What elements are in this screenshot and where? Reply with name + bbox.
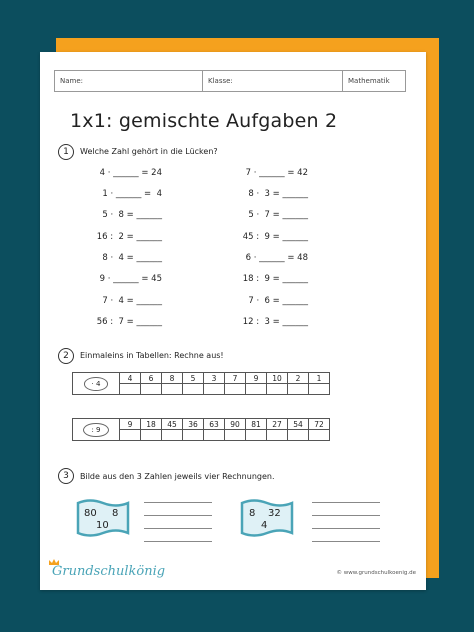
answer-cell[interactable] xyxy=(267,384,288,395)
task-number-1: 1 xyxy=(58,144,74,160)
table-cell: 8 xyxy=(162,373,183,384)
equation-left: 8 · 4 = ______ xyxy=(102,253,162,263)
table-cell: 10 xyxy=(267,373,288,384)
answer-cell[interactable] xyxy=(309,430,330,441)
answer-line[interactable] xyxy=(312,515,380,516)
name-label: Name: xyxy=(60,77,84,85)
answer-cell[interactable] xyxy=(267,430,288,441)
equation-right: 18 : 9 = ______ xyxy=(242,274,308,284)
table-cell: 2 xyxy=(288,373,309,384)
answer-line[interactable] xyxy=(144,541,212,542)
table-cell: 45 xyxy=(162,419,183,430)
brand-logo: Grundschulkönig xyxy=(52,564,166,579)
answer-cell[interactable] xyxy=(225,430,246,441)
answer-cell[interactable] xyxy=(288,430,309,441)
operator-cell xyxy=(73,419,120,441)
answer-cell[interactable] xyxy=(204,384,225,395)
answer-line[interactable] xyxy=(144,502,212,503)
table-cell: 18 xyxy=(141,419,162,430)
copyright-url: © www.grundschulkoenig.de xyxy=(336,570,416,576)
answer-cell[interactable] xyxy=(204,430,225,441)
answer-cell[interactable] xyxy=(246,430,267,441)
table-cell: 9 xyxy=(246,373,267,384)
number-flag-1 xyxy=(74,497,132,539)
subject-label: Mathematik xyxy=(348,77,390,85)
answer-line[interactable] xyxy=(312,502,380,503)
answer-line[interactable] xyxy=(144,515,212,516)
answer-cell[interactable] xyxy=(309,384,330,395)
table-cell: 7 xyxy=(225,373,246,384)
answer-cell[interactable] xyxy=(162,384,183,395)
equation-right: 6 · ______ = 48 xyxy=(245,253,308,263)
table-cell: 6 xyxy=(141,373,162,384)
class-label: Klasse: xyxy=(208,77,233,85)
answer-cell[interactable] xyxy=(246,384,267,395)
flag2-number-c: 4 xyxy=(261,520,268,531)
operator-oval: · 4 xyxy=(84,377,109,391)
task-number-3: 3 xyxy=(58,468,74,484)
answer-cell[interactable] xyxy=(183,384,204,395)
equation-left: 16 : 2 = ______ xyxy=(96,232,162,242)
equation-right: 5 · 7 = ______ xyxy=(248,210,308,220)
task3-instruction: Bilde aus den 3 Zahlen jeweils vier Rechnungen. xyxy=(80,472,275,481)
operator-cell xyxy=(73,373,120,395)
division-table-2 xyxy=(72,418,330,441)
table-cell: 1 xyxy=(309,373,330,384)
equation-left: 56 : 7 = ______ xyxy=(96,317,162,327)
flag1-number-b: 8 xyxy=(112,508,119,519)
flag1-number-a: 80 xyxy=(84,508,97,519)
answer-cell[interactable] xyxy=(288,384,309,395)
answer-cell[interactable] xyxy=(162,430,183,441)
equation-left: 7 · 4 = ______ xyxy=(102,296,162,306)
subject-field xyxy=(343,71,405,91)
equation-left: 4 · ______ = 24 xyxy=(99,168,162,178)
table-cell: 72 xyxy=(309,419,330,430)
table-cell: 27 xyxy=(267,419,288,430)
flag1-number-c: 10 xyxy=(96,520,109,531)
table-cell: 90 xyxy=(225,419,246,430)
flag2-number-a: 8 xyxy=(249,508,256,519)
equation-right: 45 : 9 = ______ xyxy=(242,232,308,242)
task2-instruction: Einmaleins in Tabellen: Rechne aus! xyxy=(80,351,224,360)
answer-line[interactable] xyxy=(312,528,380,529)
equation-left: 5 · 8 = ______ xyxy=(102,210,162,220)
table-cell: 4 xyxy=(120,373,141,384)
answer-cell[interactable] xyxy=(141,384,162,395)
name-field[interactable] xyxy=(55,71,203,91)
answer-cell[interactable] xyxy=(120,384,141,395)
answer-line[interactable] xyxy=(312,541,380,542)
operator-oval: : 9 xyxy=(83,423,108,437)
task1-instruction: Welche Zahl gehört in die Lücken? xyxy=(80,147,218,156)
equation-right: 8 · 3 = ______ xyxy=(248,189,308,199)
worksheet xyxy=(40,52,426,590)
multiplication-table-1 xyxy=(72,372,330,395)
table-cell: 36 xyxy=(183,419,204,430)
page-title: 1x1: gemischte Aufgaben 2 xyxy=(70,110,338,132)
equation-right: 7 · ______ = 42 xyxy=(245,168,308,178)
table-cell: 54 xyxy=(288,419,309,430)
equation-right: 12 : 3 = ______ xyxy=(242,317,308,327)
equation-left: 1 · ______ = 4 xyxy=(102,189,162,199)
table-cell: 81 xyxy=(246,419,267,430)
table-cell: 5 xyxy=(183,373,204,384)
answer-line[interactable] xyxy=(144,528,212,529)
answer-cell[interactable] xyxy=(183,430,204,441)
equation-left: 9 · ______ = 45 xyxy=(99,274,162,284)
table-cell: 63 xyxy=(204,419,225,430)
table-cell: 9 xyxy=(120,419,141,430)
answer-cell[interactable] xyxy=(141,430,162,441)
number-flag-2 xyxy=(238,497,296,539)
equation-right: 7 · 6 = ______ xyxy=(248,296,308,306)
answer-cell[interactable] xyxy=(225,384,246,395)
answer-cell[interactable] xyxy=(120,430,141,441)
task-number-2: 2 xyxy=(58,348,74,364)
header-fields xyxy=(54,70,406,92)
class-field[interactable] xyxy=(203,71,343,91)
table-cell: 3 xyxy=(204,373,225,384)
flag2-number-b: 32 xyxy=(268,508,281,519)
